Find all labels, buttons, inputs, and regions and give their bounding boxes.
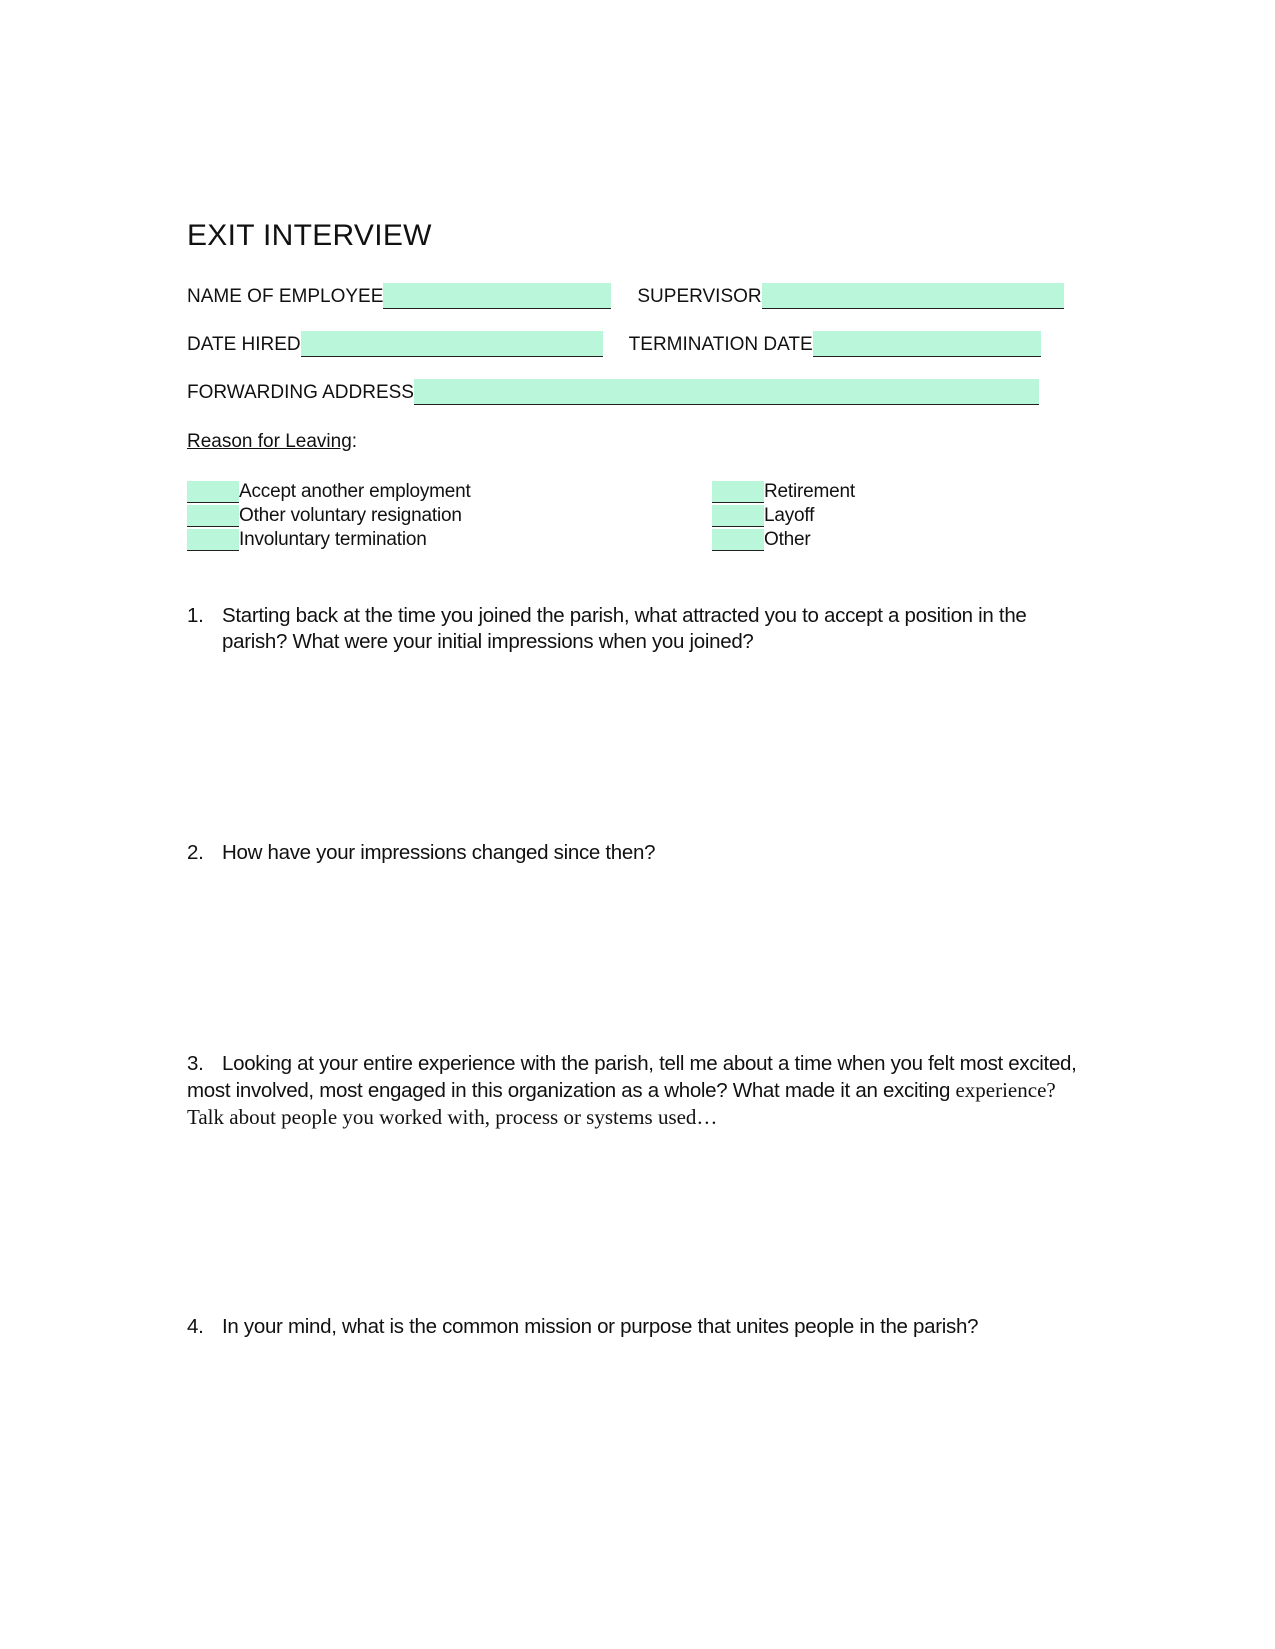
termination-date-input[interactable] [813,331,1041,357]
reason-checkbox-voluntary-resignation[interactable] [187,505,239,527]
question-4 [187,1314,1077,1340]
question-1 [187,603,1077,655]
forwarding-address-label: FORWARDING ADDRESS [187,382,414,403]
reason-heading [187,432,357,451]
date-hired-input[interactable] [301,331,603,357]
reason-heading-text: Reason for Leaving [187,431,352,452]
supervisor-input[interactable] [762,283,1064,309]
reason-option-accept-employment [187,479,471,503]
question-number: 3. [187,1052,204,1075]
termination-date-label: TERMINATION DATE [628,334,813,355]
employee-name-label: NAME OF EMPLOYEE [187,286,384,307]
reason-checkbox-involuntary-termination[interactable] [187,529,239,551]
reason-options-right [712,479,855,551]
question-text: Looking at your entire experience with the parish, tell me about a time when you felt most excited, most involved, most engaged in this organization as a whole? What made it an exciting [187,1052,1077,1102]
question-number: 4. [187,1315,204,1338]
question-3 [187,1051,1077,1131]
address-row [187,377,1039,405]
employee-supervisor-row [187,281,1064,309]
reason-options-left [187,479,471,551]
reason-option-involuntary-termination [187,527,471,551]
reason-option-label: Retirement [764,481,855,502]
supervisor-label: SUPERVISOR [637,286,762,307]
employee-name-input[interactable] [383,283,611,309]
reason-checkbox-other[interactable] [712,529,764,551]
reason-checkbox-layoff[interactable] [712,505,764,527]
dates-row [187,329,1041,357]
reason-checkbox-accept-employment[interactable] [187,481,239,503]
reason-option-label: Accept another employment [239,481,471,502]
reason-option-other [712,527,855,551]
reason-checkbox-retirement[interactable] [712,481,764,503]
question-text: In your mind, what is the common mission or purpose that unites people in the parish? [222,1315,979,1338]
question-number: 1. [187,604,204,627]
reason-option-label: Layoff [764,505,815,526]
reason-option-retirement [712,479,855,503]
question-text: How have your impressions changed since then? [222,841,656,864]
reason-option-layoff [712,503,855,527]
question-number: 2. [187,841,204,864]
question-2 [187,840,1077,866]
date-hired-label: DATE HIRED [187,334,301,355]
forwarding-address-input[interactable] [414,379,1039,405]
reason-heading-colon: : [351,431,358,452]
reason-option-label: Other voluntary resignation [239,505,462,526]
reason-option-label: Other [764,529,811,550]
reason-option-voluntary-resignation [187,503,471,527]
question-text-continued: experience? Talk about people you worked with, process or systems used… [187,1078,1056,1129]
question-text: Starting back at the time you joined the parish, what attracted you to accept a position in the parish? What were your initial impressions when you joined? [222,604,1027,653]
page-title: EXIT INTERVIEW [187,219,432,252]
reason-option-label: Involuntary termination [239,529,427,550]
